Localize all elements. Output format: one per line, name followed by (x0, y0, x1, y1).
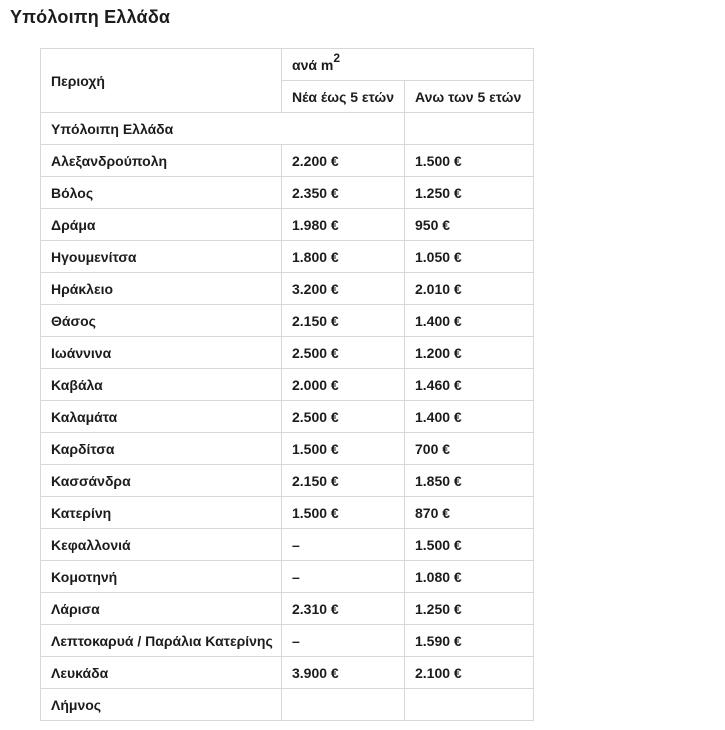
price-old-cell: 1.400 € (405, 401, 534, 433)
table-row (41, 209, 534, 241)
price-old-cell: 1.050 € (405, 241, 534, 273)
price-old-cell: 870 € (405, 497, 534, 529)
region-cell: Λευκάδα (41, 657, 282, 689)
price-old-cell: 1.400 € (405, 305, 534, 337)
price-old-cell: 1.460 € (405, 369, 534, 401)
price-old-cell: 1.250 € (405, 177, 534, 209)
section-row (41, 113, 534, 145)
price-old-cell: 700 € (405, 433, 534, 465)
table-row (41, 657, 534, 689)
region-cell: Βόλος (41, 177, 282, 209)
per-m2-column-header (282, 49, 534, 81)
region-cell: Καβάλα (41, 369, 282, 401)
price-old-cell: 1.850 € (405, 465, 534, 497)
region-cell: Ιωάννινα (41, 337, 282, 369)
price-old-cell (405, 113, 534, 145)
price-old-cell: 1.500 € (405, 145, 534, 177)
table-row (41, 497, 534, 529)
per-m2-label: ανά m (292, 56, 334, 73)
region-cell: Ηγουμενίτσα (41, 241, 282, 273)
price-new-cell: – (282, 625, 405, 657)
price-new-cell: 3.200 € (282, 273, 405, 305)
price-new-cell: – (282, 561, 405, 593)
table-row (41, 337, 534, 369)
region-cell: Κασσάνδρα (41, 465, 282, 497)
region-cell: Ηράκλειο (41, 273, 282, 305)
price-old-cell: 1.500 € (405, 529, 534, 561)
page-title: Υπόλοιπη Ελλάδα (10, 7, 171, 27)
per-m2-superscript: 2 (333, 50, 341, 65)
price-new-cell: 2.500 € (282, 337, 405, 369)
price-new-cell: 2.000 € (282, 369, 405, 401)
region-cell: Λεπτοκαρυά / Παράλια Κατερίνης (41, 625, 282, 657)
price-old-cell: 2.100 € (405, 657, 534, 689)
price-table (40, 48, 534, 721)
over-5-years-header: Ανω των 5 ετών (405, 81, 534, 113)
region-cell: Λήμνος (41, 689, 282, 721)
table-row (41, 369, 534, 401)
price-new-cell: 3.900 € (282, 657, 405, 689)
price-old-cell: 1.200 € (405, 337, 534, 369)
price-new-cell: 2.500 € (282, 401, 405, 433)
table-row (41, 689, 534, 721)
price-new-cell (282, 689, 405, 721)
table-body (41, 113, 534, 721)
price-old-cell: 1.250 € (405, 593, 534, 625)
region-cell: Καλαμάτα (41, 401, 282, 433)
price-new-cell: 1.500 € (282, 433, 405, 465)
price-old-cell: 1.590 € (405, 625, 534, 657)
price-old-cell (405, 689, 534, 721)
table-row (41, 593, 534, 625)
table-row (41, 241, 534, 273)
price-new-cell: – (282, 529, 405, 561)
table-row (41, 177, 534, 209)
price-old-cell: 950 € (405, 209, 534, 241)
header-row-top (41, 49, 534, 81)
region-cell: Λάρισα (41, 593, 282, 625)
price-new-cell: 2.150 € (282, 305, 405, 337)
price-new-cell: 2.150 € (282, 465, 405, 497)
price-old-cell: 2.010 € (405, 273, 534, 305)
region-cell: Κατερίνη (41, 497, 282, 529)
table-row (41, 529, 534, 561)
price-new-cell: 1.500 € (282, 497, 405, 529)
table-header (41, 49, 534, 113)
region-cell: Αλεξανδρούπολη (41, 145, 282, 177)
price-new-cell: 2.200 € (282, 145, 405, 177)
region-cell: Δράμα (41, 209, 282, 241)
region-cell: Κομοτηνή (41, 561, 282, 593)
price-new-cell: 1.800 € (282, 241, 405, 273)
table-row (41, 401, 534, 433)
region-cell: Θάσος (41, 305, 282, 337)
price-new-cell: 1.980 € (282, 209, 405, 241)
region-cell: Καρδίτσα (41, 433, 282, 465)
table-row (41, 561, 534, 593)
region-column-header: Περιοχή (41, 49, 282, 113)
table-row (41, 145, 534, 177)
new-up-to-5-years-header: Νέα έως 5 ετών (282, 81, 405, 113)
table-row (41, 273, 534, 305)
table-row (41, 305, 534, 337)
price-old-cell: 1.080 € (405, 561, 534, 593)
price-new-cell: 2.310 € (282, 593, 405, 625)
table-row (41, 625, 534, 657)
table-row (41, 433, 534, 465)
table-row (41, 465, 534, 497)
region-cell: Κεφαλλονιά (41, 529, 282, 561)
section-label-cell: Υπόλοιπη Ελλάδα (41, 113, 405, 145)
price-new-cell: 2.350 € (282, 177, 405, 209)
